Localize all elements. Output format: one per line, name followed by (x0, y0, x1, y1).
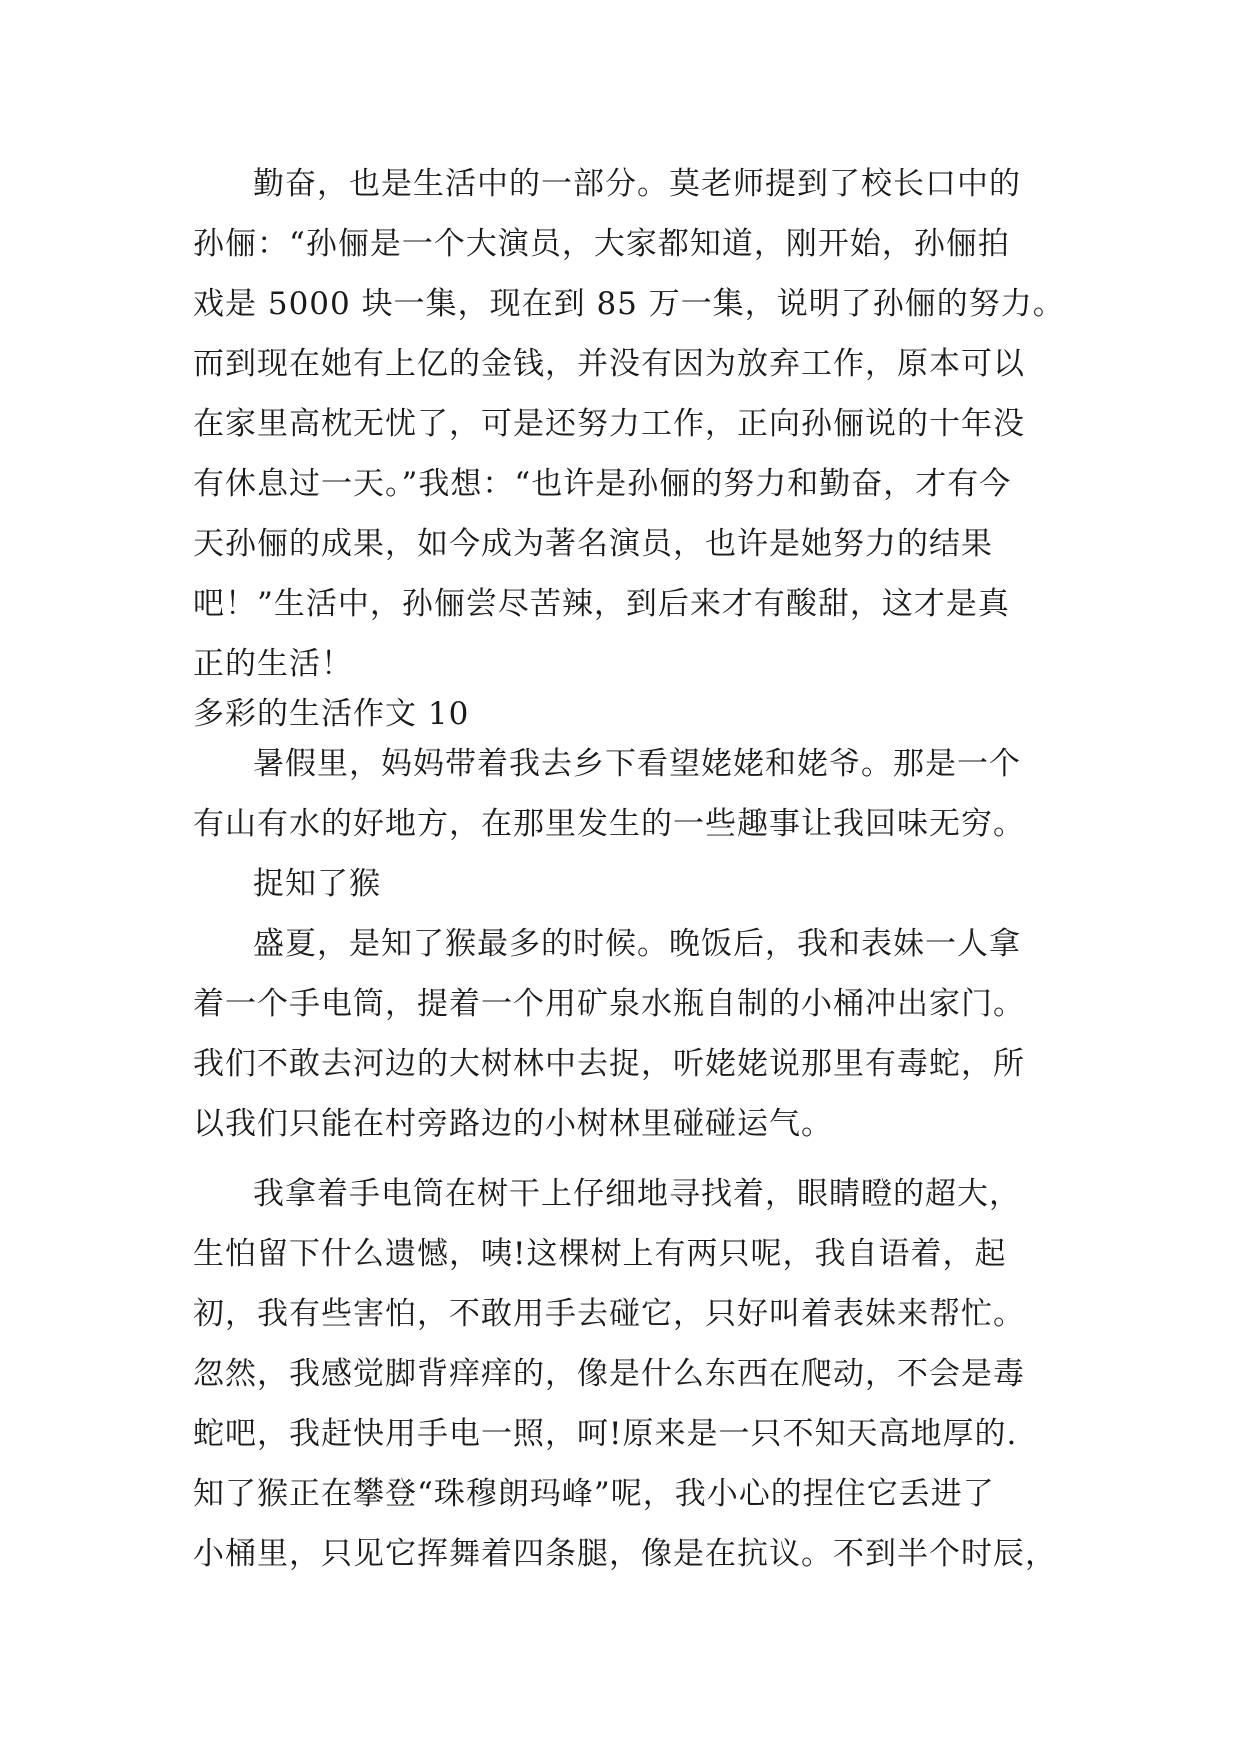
text-line: 有休息过一天。”我想：“也许是孙俪的努力和勤奋，才有今 (193, 466, 1012, 502)
section-heading: 多彩的生活作文 10 (193, 696, 470, 732)
text-line: 勤奋，也是生活中的一部分。莫老师提到了校长口中的 (253, 166, 1021, 202)
text-line: 蛇吧，我赶快用手电一照，呵!原来是一只不知天高地厚的. (193, 1416, 1018, 1452)
text-line: 小桶里，只见它挥舞着四条腿，像是在抗议。不到半个时辰， (193, 1536, 1057, 1572)
text-line: 盛夏，是知了猴最多的时候。晚饭后，我和表妹一人拿 (253, 926, 1021, 962)
text-line: 忽然，我感觉脚背痒痒的，像是什么东西在爬动，不会是毒 (193, 1356, 1025, 1392)
text-line: 初，我有些害怕，不敢用手去碰它，只好叫着表妹来帮忙。 (193, 1296, 1025, 1332)
text-line: 我拿着手电筒在树干上仔细地寻找着，眼睛瞪的超大， (253, 1176, 1021, 1212)
text-line: 戏是 5000 块一集，现在到 85 万一集，说明了孙俪的努力。 (193, 286, 1065, 322)
text-line: 着一个手电筒，提着一个用矿泉水瓶自制的小桶冲出家门。 (193, 986, 1025, 1022)
subheading: 捉知了猴 (253, 866, 381, 902)
text-line: 知了猴正在攀登“珠穆朗玛峰”呢，我小心的捏住它丢进了 (193, 1476, 995, 1512)
text-line: 有山有水的好地方，在那里发生的一些趣事让我回味无穷。 (193, 806, 1025, 842)
text-line: 吧！”生活中，孙俪尝尽苦辣，到后来才有酸甜，这才是真 (193, 586, 1010, 622)
text-line: 而到现在她有上亿的金钱，并没有因为放弃工作，原本可以 (193, 346, 1025, 382)
text-line: 以我们只能在村旁路边的小树林里碰碰运气。 (193, 1106, 833, 1142)
text-line: 天孙俪的成果，如今成为著名演员，也许是她努力的结果 (193, 526, 993, 562)
text-line: 暑假里，妈妈带着我去乡下看望姥姥和姥爷。那是一个 (253, 746, 1021, 782)
text-line: 我们不敢去河边的大树林中去捉，听姥姥说那里有毒蛇，所 (193, 1046, 1025, 1082)
text-line: 生怕留下什么遗憾，咦!这棵树上有两只呢，我自语着，起 (193, 1236, 1007, 1272)
text-line: 正的生活！ (193, 646, 353, 682)
text-line: 在家里高枕无忧了，可是还努力工作，正向孙俪说的十年没 (193, 406, 1025, 442)
text-line: 孙俪：“孙俪是一个大演员，大家都知道，刚开始，孙俪拍 (193, 226, 1010, 262)
